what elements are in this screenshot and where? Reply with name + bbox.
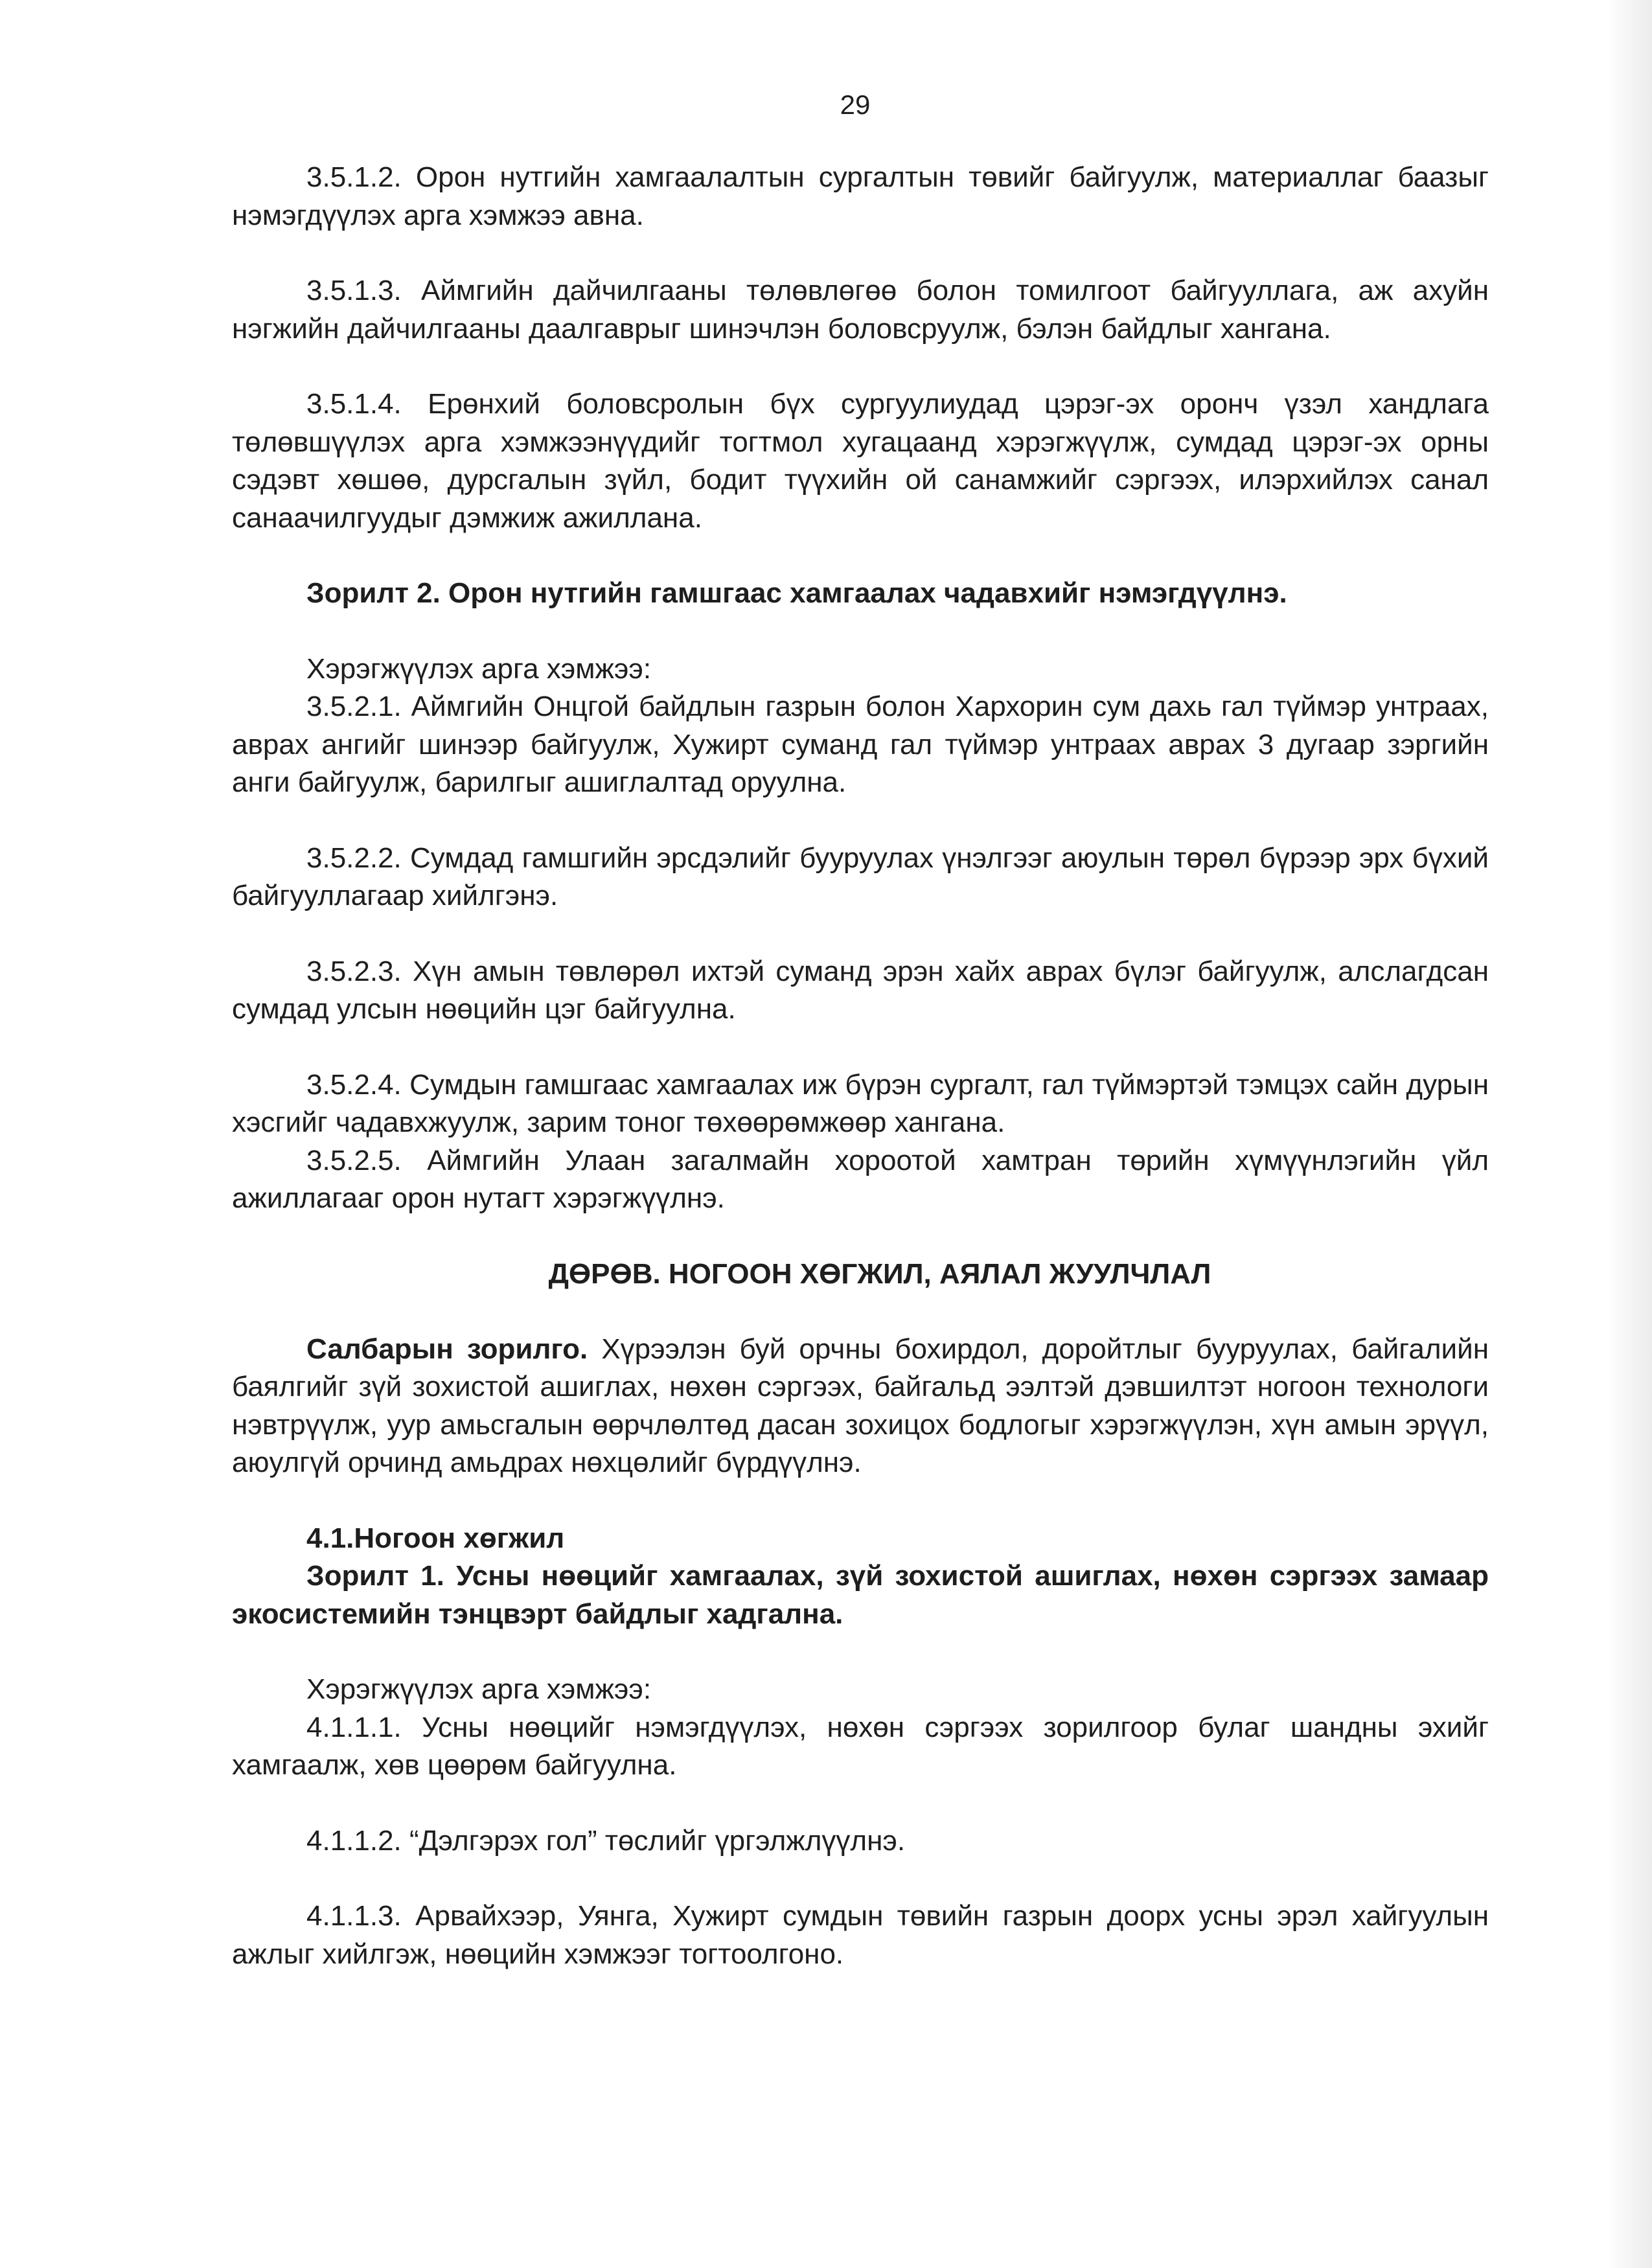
goal-1-measures-label: Хэрэгжүүлэх арга хэмжээ: [306, 1673, 652, 1705]
goal-2-heading: Зорилт 2. Орон нутгийн гамшгаас хамгаалах чадавхийг нэмэгдүүлнэ. [306, 577, 1287, 609]
paragraph-4-1-1-1: 4.1.1.1. Усны нөөцийг нэмэгдүүлэх, нөхөн сэргээх зорилгоор булаг шандны эхийг хамгаалж, хөв цөөрөм байгуулна. [232, 1711, 1489, 1781]
paragraph-3-5-2-5: 3.5.2.5. Аймгийн Улаан загалмайн хороотой хамтран төрийн хүмүүнлэгийн үйл ажиллагааг орон нутагт хэрэгжүүлнэ. [232, 1144, 1489, 1214]
paragraph-3-5-2-4: 3.5.2.4. Сумдын гамшгаас хамгаалах иж бүрэн сургалт, гал түймэртэй тэмцэх сайн дурын хэсгийг чадавхжуулж, зарим тоног төхөөрөмжөөр хангана. [232, 1068, 1489, 1138]
paragraph-3-5-1-4: 3.5.1.4. Ерөнхий боловсролын бүх сургуулиудад цэрэг-эх оронч үзэл хандлага төлөвшүүлэх арга хэмжээнүүдийг тогтмол хугацаанд хэрэгжүүлж, сумдад цэрэг-эх орны сэдэвт хөшөө, дурсгалын зүйл, бодит түүхийн ой санамжийг сэргээх, илэрхийлэх санал санаачилгуудыг дэмжиж ажиллана. [232, 388, 1489, 534]
scan-edge-shadow [1607, 0, 1652, 2268]
paragraph-4-1-1-2: 4.1.1.2. “Дэлгэрэх гол” төслийг үргэлжлүүлнэ. [306, 1824, 906, 1857]
goal-2-measures-label: Хэрэгжүүлэх арга хэмжээ: [306, 652, 652, 685]
subsection-4-1-title: 4.1.Ногоон хөгжил [306, 1522, 565, 1554]
goal-1-heading: Зорилт 1. Усны нөөцийг хамгаалах, зүй зохистой ашиглах, нөхөн сэргээх замаар экосистемийн тэнцвэрт байдлыг хадгална. [232, 1560, 1489, 1630]
paragraph-3-5-2-3: 3.5.2.3. Хүн амын төвлөрөл ихтэй суманд эрэн хайх аврах бүлэг байгуулж, алслагдсан сумдад улсын нөөцийн цэг байгуулна. [232, 955, 1489, 1025]
sector-goal-label: Салбарын зорилго. [306, 1333, 588, 1365]
paragraph-3-5-1-3: 3.5.1.3. Аймгийн дайчилгааны төлөвлөгөө болон томилгоот байгууллага, аж ахуйн нэгжийн дайчилгааны даалгаврыг шинэчлэн боловсруулж, бэлэн байдлыг хангана. [232, 275, 1489, 345]
sector-goal-paragraph [232, 1331, 1489, 1482]
paragraph-3-5-2-2: 3.5.2.2. Сумдад гамшгийн эрсдэлийг бууруулах үнэлгээг аюулын төрөл бүрээр эрх бүхий байгууллагаар хийлгэнэ. [232, 842, 1489, 911]
paragraph-3-5-1-2: 3.5.1.2. Орон нутгийн хамгаалалтын сургалтын төвийг байгуулж, материаллаг баазыг нэмэгдүүлэх арга хэмжээ авна. [232, 161, 1489, 231]
sector-goal-text: Хүрээлэн буй орчны бохирдол, доройтлыг бууруулах, байгалийн баялгийг зүй зохистой ашиглах, нөхөн сэргээх, байгальд ээлтэй дэвшилтэт ногоон технологи нэвтрүүлж, уур амьсгалын өөрчлөлтөд дасан зохицох бодлогыг хэрэгжүүлэн, хүн амын эрүүл, аюулгүй орчинд амьдрах нөхцөлийг бүрдүүлнэ. [232, 1333, 1489, 1478]
paragraph-4-1-1-3: 4.1.1.3. Арвайхээр, Уянга, Хужирт сумдын төвийн газрын доорх усны эрэл хайгуулын ажлыг хийлгэж, нөөцийн хэмжээг тогтоолгоно. [232, 1900, 1489, 1970]
document-body [232, 159, 1489, 2011]
chapter-4-title: ДӨРӨВ. НОГООН ХӨГЖИЛ, АЯЛАЛ ЖУУЛЧЛАЛ [548, 1257, 1211, 1290]
page-number: 29 [840, 89, 871, 120]
paragraph-3-5-2-1: 3.5.2.1. Аймгийн Онцгой байдлын газрын болон Хархорин сум дахь гал түймэр унтраах, аврах ангийг шинээр байгуулж, Хужирт суманд гал түймэр унтраах аврах 3 дугаар зэргийн анги байгуулж, барилгыг ашиглалтад оруулна. [232, 691, 1489, 798]
